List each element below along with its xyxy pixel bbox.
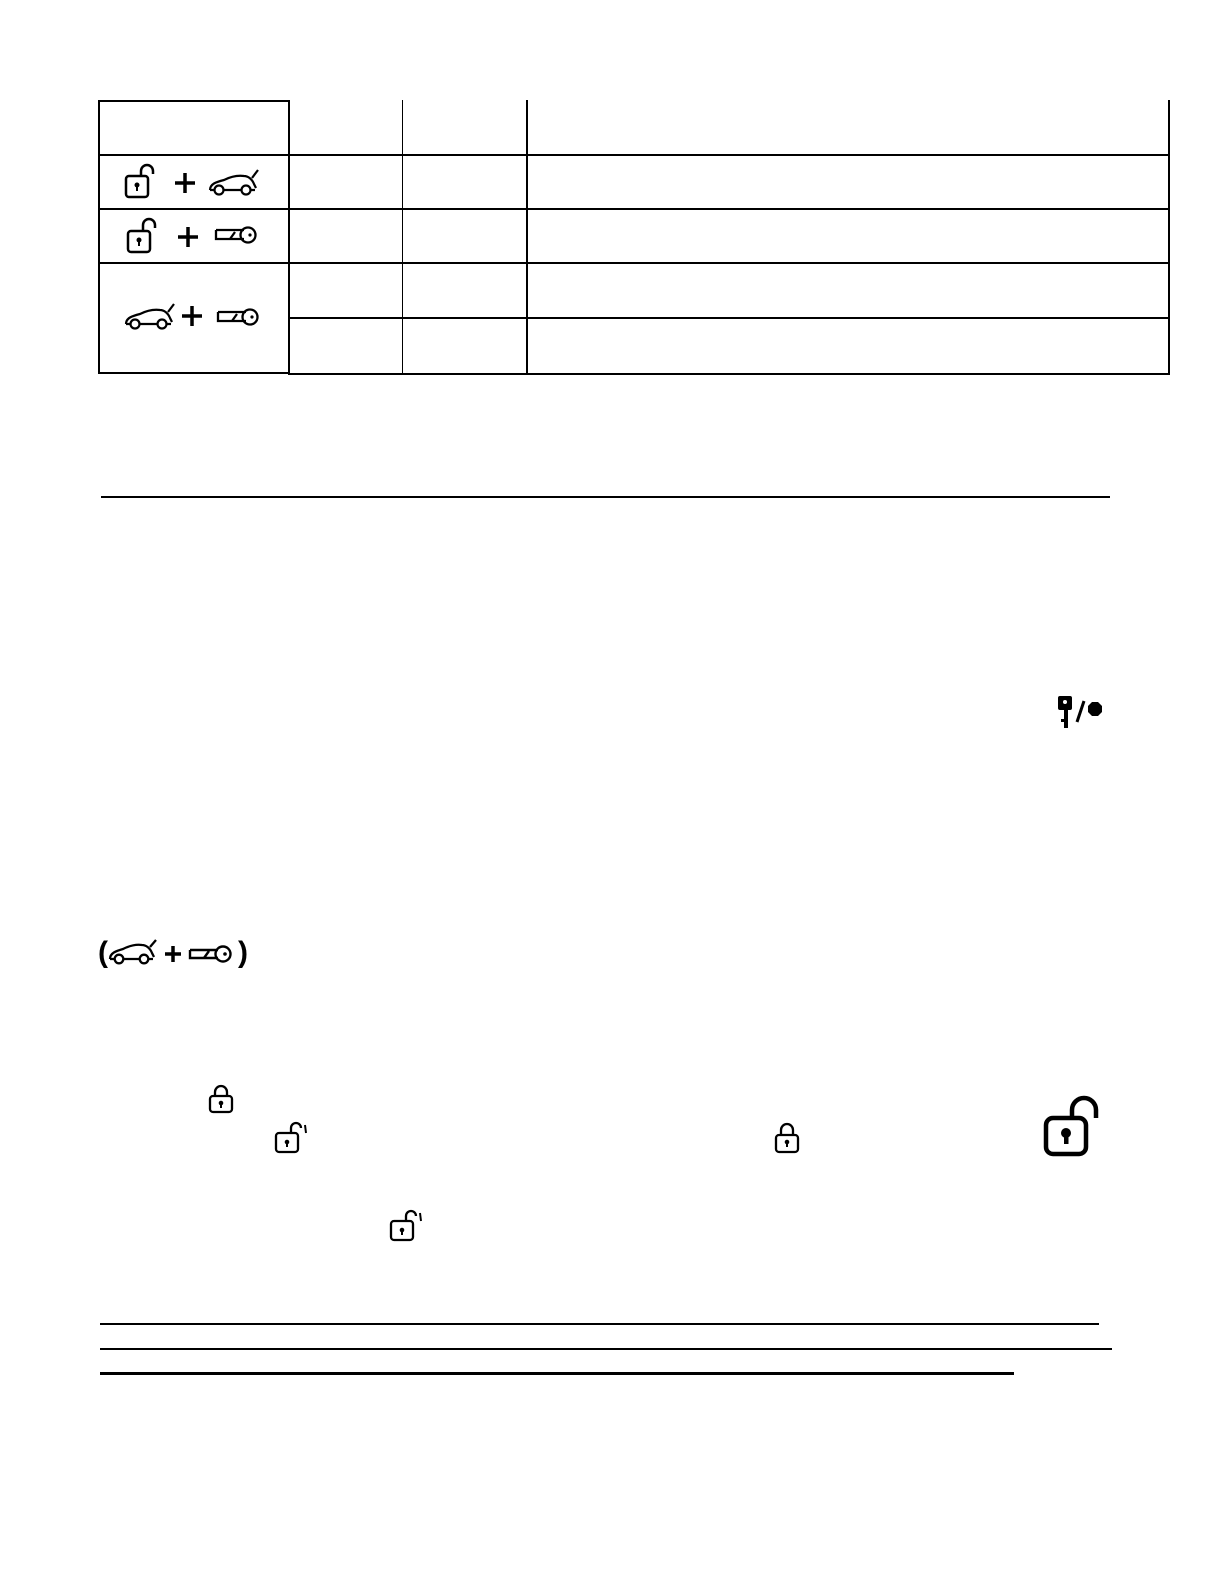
key-stop-symbol bbox=[1056, 694, 1106, 730]
table-row-combo bbox=[124, 300, 264, 334]
combo-graphic bbox=[108, 938, 238, 968]
unlock-plus-trunk-combo bbox=[124, 164, 264, 200]
plus-icon bbox=[165, 946, 181, 962]
unlock-plus-key-combo bbox=[126, 217, 261, 255]
table-row-combo bbox=[124, 164, 264, 200]
key-icon bbox=[1058, 696, 1072, 728]
table-bottom-border bbox=[289, 373, 1170, 375]
stop-dot-icon bbox=[1088, 702, 1102, 716]
table-row-combo bbox=[126, 217, 261, 255]
key-icon bbox=[216, 228, 256, 243]
unlock-small-icon bbox=[274, 1122, 308, 1156]
unlock-large-icon bbox=[1042, 1096, 1102, 1158]
table-row-divider bbox=[98, 262, 1170, 264]
table-row-divider bbox=[98, 208, 1170, 210]
rule-line bbox=[100, 1323, 1099, 1325]
rule-line bbox=[100, 1372, 1014, 1375]
unlock-icon bbox=[128, 219, 155, 252]
lock-closed-icon bbox=[208, 1084, 234, 1114]
plus-icon bbox=[182, 306, 202, 326]
trunk-icon bbox=[210, 170, 258, 195]
table-bottom-border bbox=[98, 372, 289, 374]
table-col-divider bbox=[288, 100, 290, 375]
table-col-divider bbox=[402, 100, 403, 375]
table-right-border bbox=[1168, 100, 1170, 375]
unlock-icon bbox=[126, 165, 153, 197]
table-left-border bbox=[98, 100, 100, 374]
table-row-divider bbox=[98, 154, 1170, 156]
rule-line bbox=[100, 1348, 1112, 1350]
trunk-key-combo-inline bbox=[98, 936, 258, 970]
section-divider bbox=[101, 496, 1110, 498]
open-paren: ( bbox=[98, 936, 108, 969]
trunk-icon bbox=[110, 940, 156, 963]
trunk-plus-key-combo bbox=[124, 300, 264, 334]
slash-icon bbox=[1077, 701, 1084, 722]
table-top-border bbox=[98, 100, 289, 102]
table-col-divider bbox=[526, 100, 528, 375]
plus-icon bbox=[175, 173, 195, 193]
key-icon bbox=[190, 947, 231, 962]
trunk-icon bbox=[126, 304, 174, 329]
close-paren: ) bbox=[238, 936, 248, 969]
key-icon bbox=[218, 310, 258, 325]
plus-icon bbox=[178, 227, 198, 247]
lock-closed-icon bbox=[774, 1122, 800, 1154]
table-row-divider bbox=[289, 317, 1170, 319]
unlock-small-icon bbox=[389, 1210, 423, 1244]
